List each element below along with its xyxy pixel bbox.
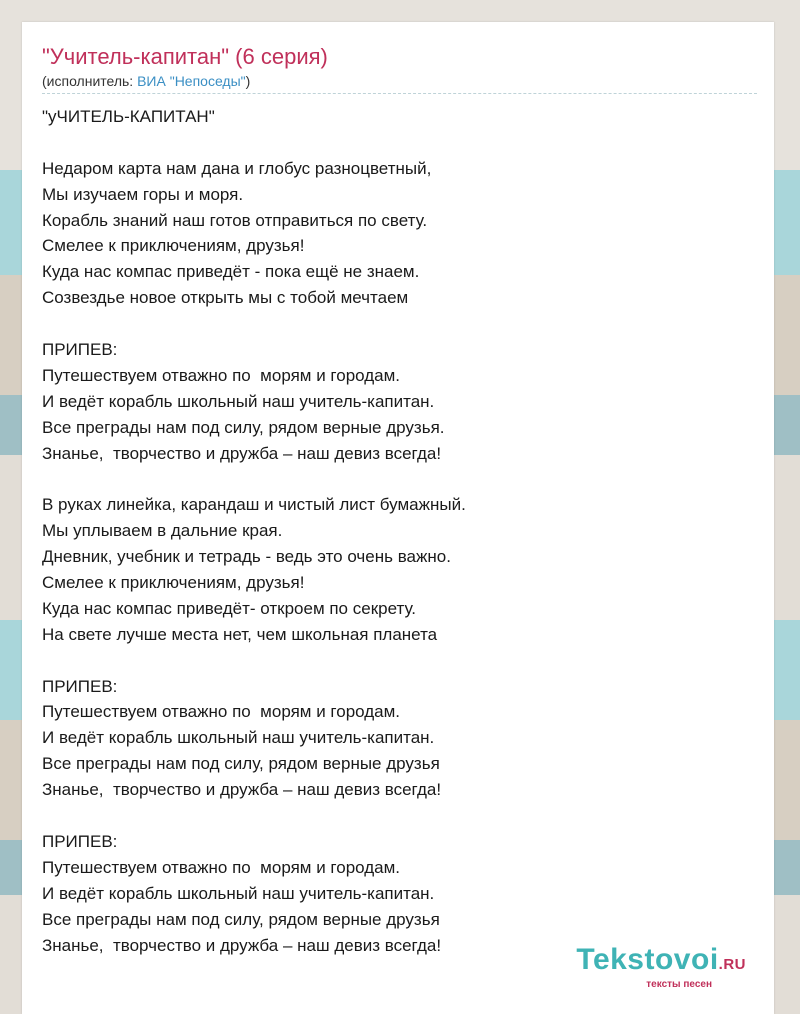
lyric-line: Все преграды нам под силу, рядом верные друзья [42,909,440,929]
lyric-line: Мы изучаем горы и моря. [42,184,244,204]
site-logo[interactable] [576,945,746,990]
performer-suffix: ) [245,73,251,89]
lyric-line: И ведёт корабль школьный наш учитель-капитан. [42,883,435,903]
lyric-line: Смелее к приключениям, друзья! [42,236,305,256]
song-title: "Учитель-капитан" (6 серия) [42,44,328,69]
lyrics-card [22,22,774,1014]
lyric-line: Мы уплываем в дальние края. [42,521,283,541]
lyric-line: ПРИПЕВ: [42,831,118,851]
lyric-line: Все преграды нам под силу, рядом верные друзья [42,754,440,774]
lyric-line: Знанье, творчество и дружба – наш девиз всегда! [42,443,442,463]
lyric-line [42,466,757,492]
logo-name: Tekstovoi [576,943,719,976]
lyric-line: Путешествуем отважно по морям и городам. [42,365,401,385]
logo-tld: .RU [718,956,746,973]
lyric-line [42,803,757,829]
logo-tagline: тексты песен [646,979,712,990]
lyric-line: На свете лучше места нет, чем школьная планета [42,624,438,644]
performer-link[interactable]: ВИА "Непоседы" [137,73,246,89]
lyric-line: Смелее к приключениям, друзья! [42,573,305,593]
lyric-line: Куда нас компас приведёт- откроем по секрету. [42,598,416,618]
lyric-line: Путешествуем отважно по морям и городам. [42,857,401,877]
logo-wordmark [576,945,746,980]
lyric-line [42,648,757,674]
lyrics-text [42,104,757,958]
lyric-line [42,311,757,337]
lyric-line [42,130,757,156]
lyric-line: Недаром карта нам дана и глобус разноцветный, [42,158,432,178]
lyric-line: Дневник, учебник и тетрадь - ведь это очень важно. [42,547,451,567]
performer-line [42,73,250,89]
lyric-line: Созвездье новое открыть мы с тобой мечтаем [42,288,409,308]
lyric-line: Знанье, творчество и дружба – наш девиз всегда! [42,780,442,800]
lyric-line: Все преграды нам под силу, рядом верные друзья. [42,417,445,437]
lyric-line: ПРИПЕВ: [42,676,118,696]
lyric-line: И ведёт корабль школьный наш учитель-капитан. [42,728,435,748]
lyric-line: Корабль знаний наш готов отправиться по свету. [42,210,428,230]
header-divider [42,93,757,94]
lyric-line: ПРИПЕВ: [42,340,118,360]
performer-prefix: (исполнитель: [42,73,138,89]
lyric-line: Путешествуем отважно по морям и городам. [42,702,401,722]
lyric-line: И ведёт корабль школьный наш учитель-капитан. [42,391,435,411]
lyric-line: В руках линейка, карандаш и чистый лист бумажный. [42,495,466,515]
lyric-line: Куда нас компас приведёт - пока ещё не знаем. [42,262,420,282]
lyric-line: Знанье, творчество и дружба – наш девиз всегда! [42,935,442,955]
lyric-line: "уЧИТЕЛЬ-КАПИТАН" [42,107,215,126]
